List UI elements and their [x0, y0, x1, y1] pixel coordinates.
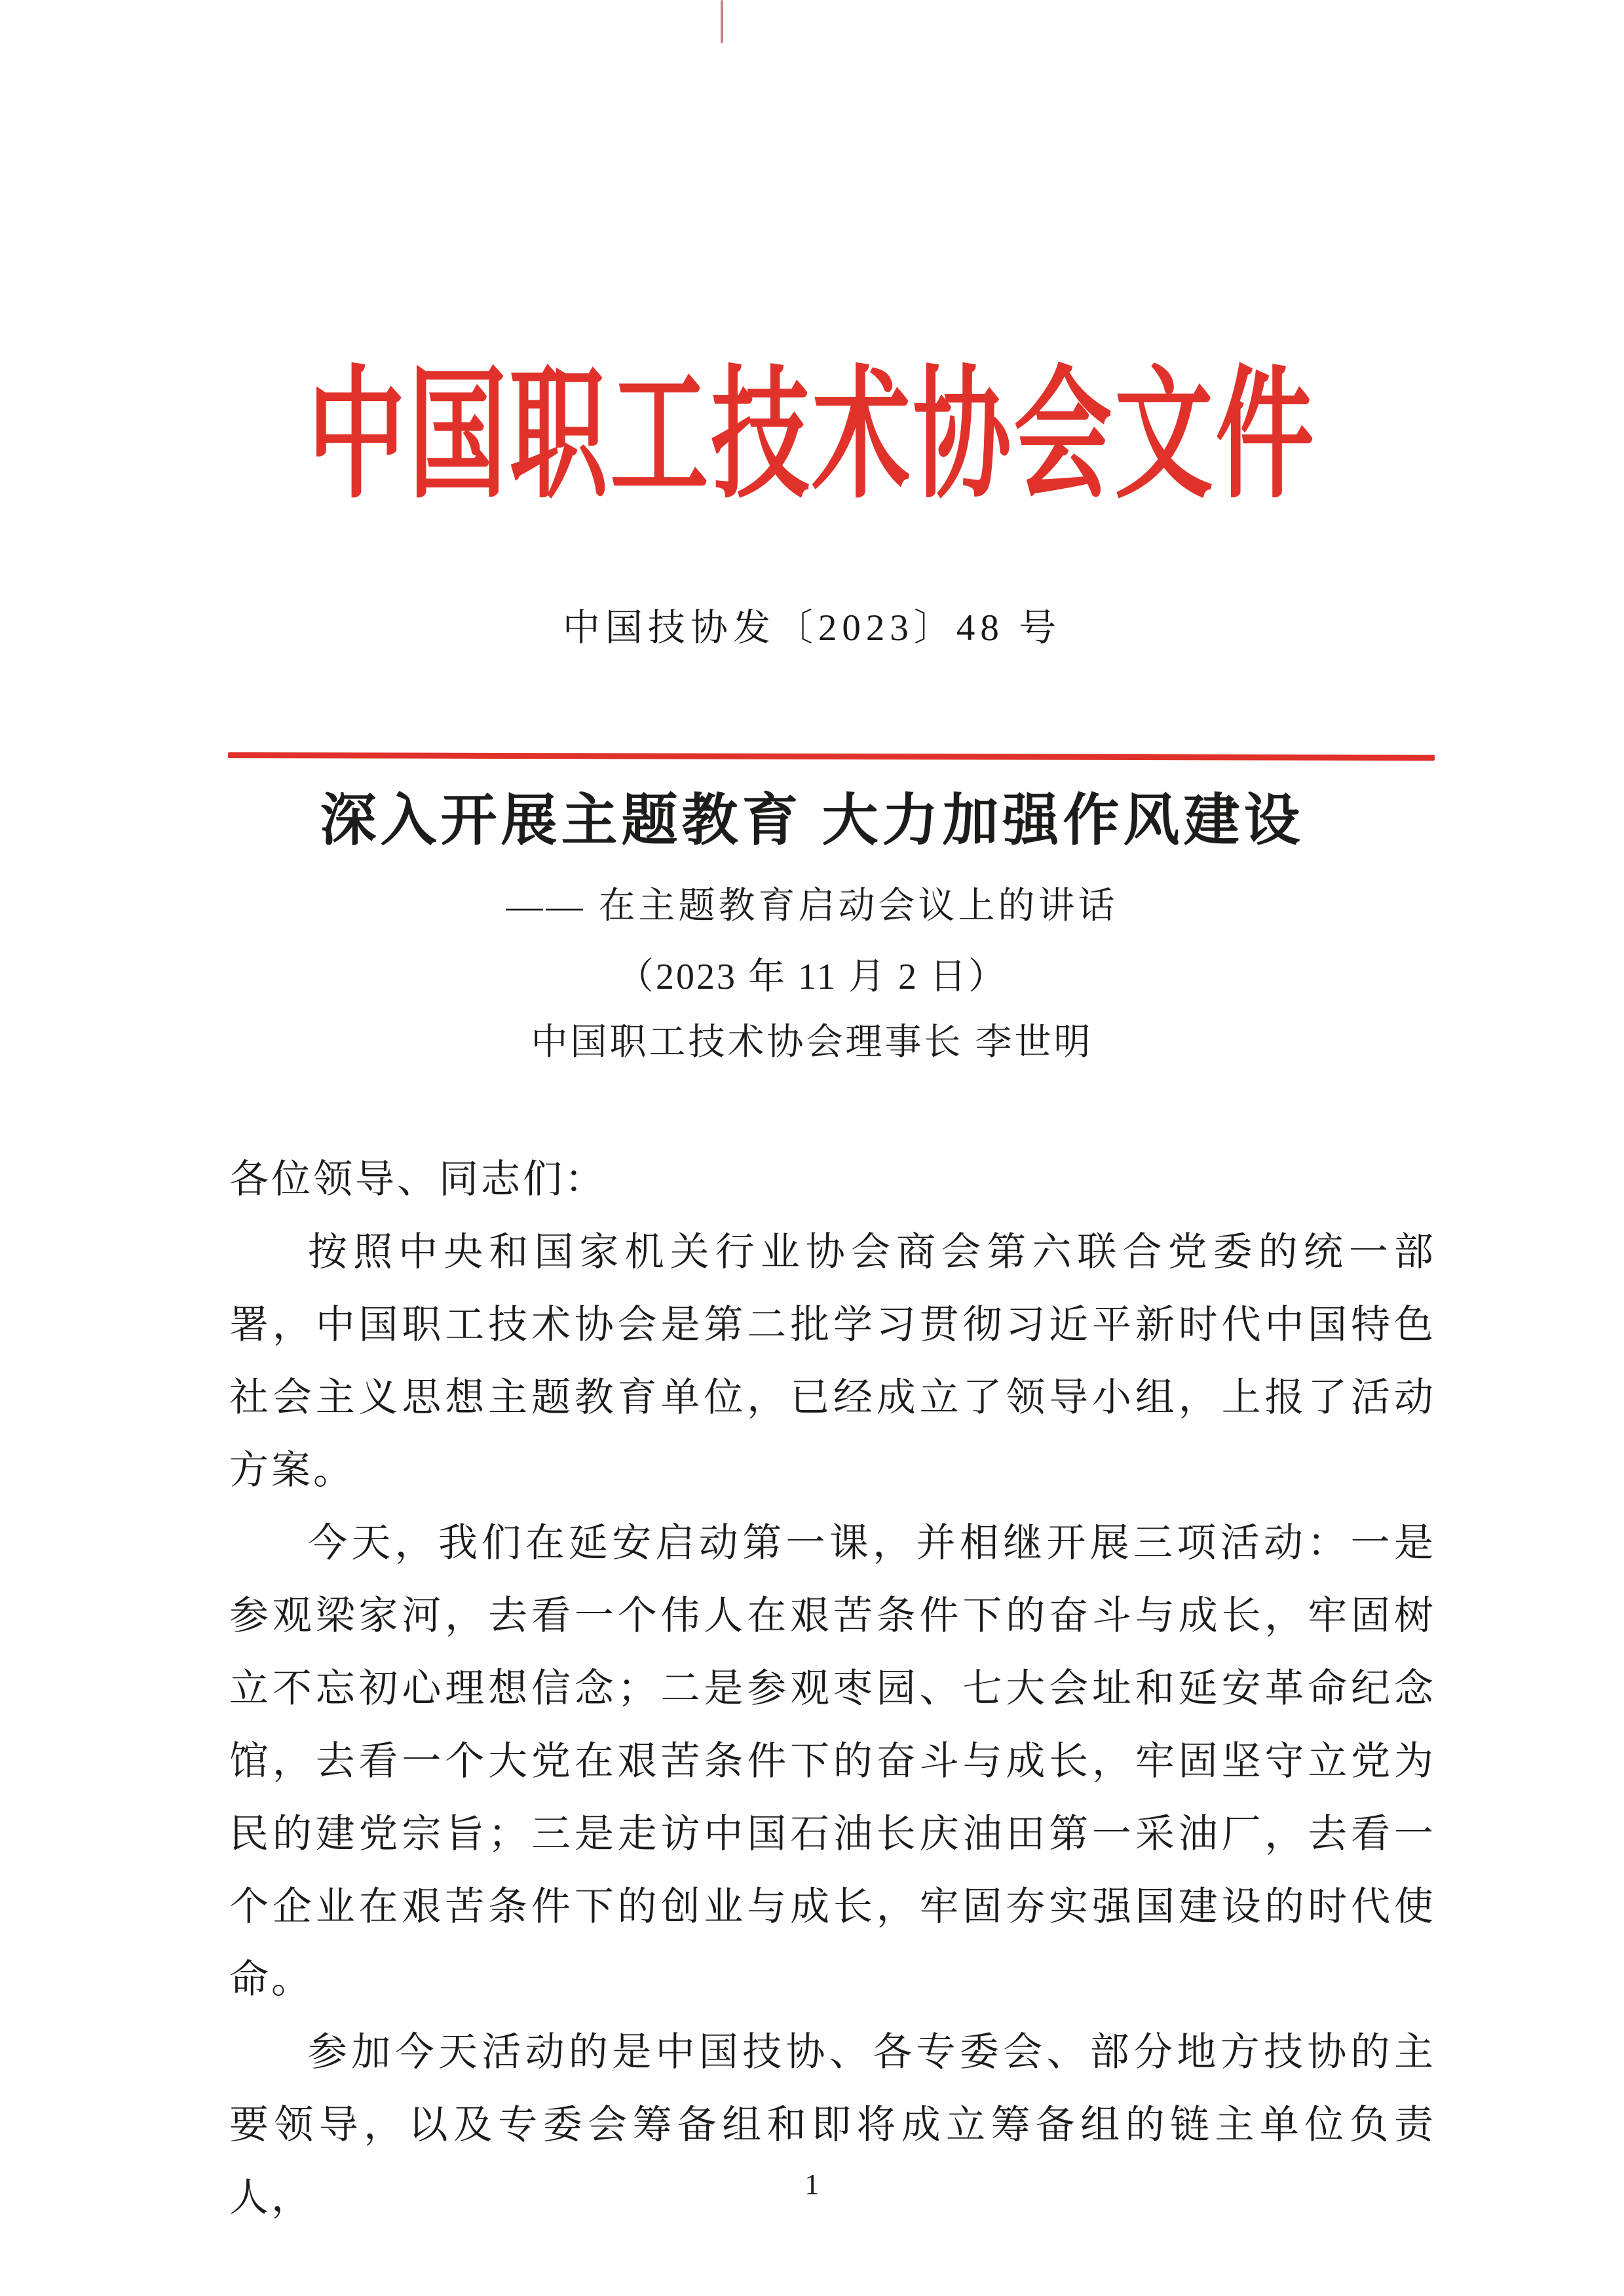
scan-artifact-mark — [721, 0, 723, 43]
document-body — [229, 1143, 1436, 2234]
red-divider-rule — [228, 752, 1435, 761]
body-paragraph: 参加今天活动的是中国技协、各专委会、部分地方技协的主要领导，以及专委会筹备组和即将成立筹备组的链主单位负责人， — [229, 2031, 1436, 2219]
body-paragraph: 今天，我们在延安启动第一课，并相继开展三项活动：一是参观梁家河，去看一个伟人在艰苦条件下的奋斗与成长，牢固树立不忘初心理想信念；二是参观枣园、七大会址和延安革命纪念馆，去看一个大党在艰苦条件下的奋斗与成长，牢固坚守立党为民的建党宗旨；三是走访中国石油长庆油田第一采油厂，去看一个企业在艰苦条件下的创业与成长，牢固夯实强国建设的时代使命。 — [229, 1521, 1436, 2001]
document-date: （2023 年 11 月 2 日） — [617, 957, 1007, 997]
salutation-line: 各位领导、同志们： — [229, 1158, 607, 1201]
body-paragraph: 按照中央和国家机关行业协会商会第六联合党委的统一部署，中国职工技术协会是第二批学习贯彻习近平新时代中国特色社会主义思想主题教育单位，已经成立了领导小组，上报了活动方案。 — [229, 1231, 1436, 1492]
letterhead-title: 中国职工技术协会文件 — [307, 358, 1317, 516]
document-number: 中国技协发〔2023〕48 号 — [562, 607, 1062, 649]
document-title: 深入开展主题教育 大力加强作风建设 — [320, 789, 1304, 852]
document-byline: 中国职工技术协会理事长 李世明 — [531, 1022, 1093, 1063]
page-number: 1 — [804, 2168, 820, 2200]
document-subtitle: —— 在主题教育启动会议上的讲话 — [506, 886, 1118, 927]
